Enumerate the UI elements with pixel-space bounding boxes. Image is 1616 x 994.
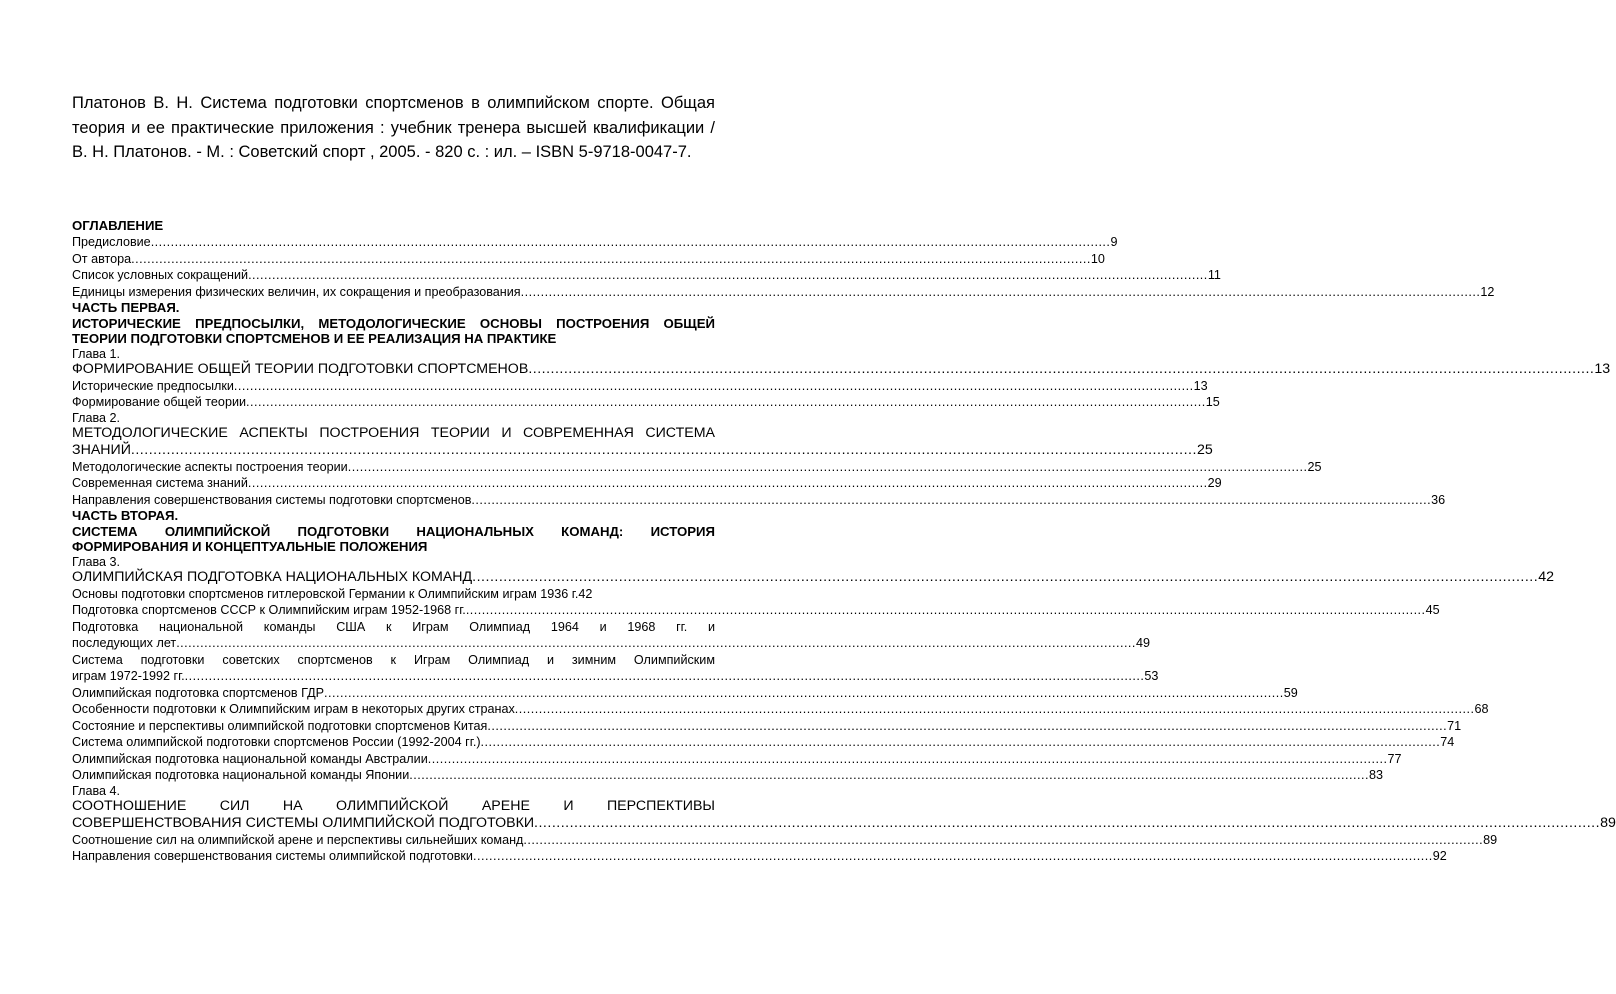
chapter-label: Глава 3. <box>72 554 121 569</box>
toc-entry: играм 1972-1992 гг. ..... 53 <box>72 668 715 685</box>
toc-entry-line: Подготовка национальной команды США к Играм Олимпиад 1964 и 1968 гг. и <box>72 619 715 634</box>
chapter-label: Глава 1. <box>72 346 121 361</box>
toc-entry: Состояние и перспективы олимпийской подготовки спортсменов Китая ..... 71 <box>72 718 715 735</box>
toc-entry: Единицы измерения физических величин, их сокращения и преобразования ..... 12 <box>72 284 715 301</box>
chapter-title: СОВЕРШЕНСТВОВАНИЯ СИСТЕМЫ ОЛИМПИЙСКОЙ ПОДГОТОВКИ ..... 89 <box>72 815 715 832</box>
toc-entry: Список условных сокращений ..... 11 <box>72 267 715 284</box>
toc-entry: От автора ..... 10 <box>72 251 715 268</box>
chapter-title: ОЛИМПИЙСКАЯ ПОДГОТОВКА НАЦИОНАЛЬНЫХ КОМАНД ..... 42 <box>72 569 715 586</box>
toc-entry: Направления совершенствования системы подготовки спортсменов ..... 36 <box>72 492 715 509</box>
chapter-label: Глава 2. <box>72 410 121 425</box>
part-label: ЧАСТЬ ПЕРВАЯ. <box>72 300 180 315</box>
toc-heading: ОГЛАВЛЕНИЕ <box>72 218 164 233</box>
toc-entry: Предисловие ..... 9 <box>72 234 715 251</box>
toc-entry: Методологические аспекты построения теории ..... 25 <box>72 459 715 476</box>
chapter-title: ЗНАНИЙ ..... 25 <box>72 442 715 459</box>
toc-entry: Олимпийская подготовка национальной команды Японии ..... 83 <box>72 767 715 784</box>
toc-entry: Направления совершенствования системы олимпийской подготовки ..... 92 <box>72 848 715 865</box>
table-of-contents <box>72 218 1616 865</box>
bibliographic-citation: Платонов В. Н. Система подготовки спортсменов в олимпийском спорте. Общая теория и ее практические приложения : учебник тренера высшей квалификации / В. Н. Платонов. - М. : Советский спорт , 2005. - 820 с. : ил. – ISBN 5-9718-0047-7. <box>72 94 715 161</box>
part-title: СИСТЕМА ОЛИМПИЙСКОЙ ПОДГОТОВКИ НАЦИОНАЛЬНЫХ КОМАНД: ИСТОРИЯ ФОРМИРОВАНИЯ И КОНЦЕПТУАЛЬНЫЕ ПОЛОЖЕНИЯ <box>72 523 715 554</box>
chapter-title: ФОРМИРОВАНИЕ ОБЩЕЙ ТЕОРИИ ПОДГОТОВКИ СПОРТСМЕНОВ ..... 13 <box>72 361 715 378</box>
part-label: ЧАСТЬ ВТОРАЯ. <box>72 508 179 523</box>
toc-entry: Соотношение сил на олимпийской арене и перспективы сильнейших команд ..... 89 <box>72 832 715 849</box>
toc-entry: Формирование общей теории ..... 15 <box>72 394 715 411</box>
toc-entry: Олимпийская подготовка национальной команды Австралии ..... 77 <box>72 751 715 768</box>
toc-entry: Система олимпийской подготовки спортсменов России (1992-2004 гг.) ..... 74 <box>72 734 715 751</box>
toc-entry: последующих лет ..... 49 <box>72 635 715 652</box>
toc-entry: Исторические предпосылки ..... 13 <box>72 378 715 395</box>
toc-entry: Олимпийская подготовка спортсменов ГДР ..... 59 <box>72 685 715 702</box>
toc-entry: Подготовка спортсменов СССР к Олимпийским играм 1952-1968 гг. ..... 45 <box>72 602 715 619</box>
toc-entry: Особенности подготовки к Олимпийским играм в некоторых других странах ..... 68 <box>72 701 715 718</box>
toc-entry: Современная система знаний ..... 29 <box>72 475 715 492</box>
chapter-label: Глава 4. <box>72 783 121 798</box>
chapter-title-line: СООТНОШЕНИЕ СИЛ НА ОЛИМПИЙСКОЙ АРЕНЕ И ПЕРСПЕКТИВЫ <box>72 797 715 814</box>
part-title: ИСТОРИЧЕСКИЕ ПРЕДПОСЫЛКИ, МЕТОДОЛОГИЧЕСКИЕ ОСНОВЫ ПОСТРОЕНИЯ ОБЩЕЙ ТЕОРИИ ПОДГОТОВКИ СПОРТСМЕНОВ И ЕЕ РЕАЛИЗАЦИЯ НА ПРАКТИКЕ <box>72 315 715 346</box>
toc-entry-line: Система подготовки советских спортсменов к Играм Олимпиад и зимним Олимпийским <box>72 652 715 667</box>
toc-entry: Основы подготовки спортсменов гитлеровской Германии к Олимпийским играм 1936 г.42 <box>72 586 593 601</box>
chapter-title-line: МЕТОДОЛОГИЧЕСКИЕ АСПЕКТЫ ПОСТРОЕНИЯ ТЕОРИИ И СОВРЕМЕННАЯ СИСТЕМА <box>72 424 715 441</box>
